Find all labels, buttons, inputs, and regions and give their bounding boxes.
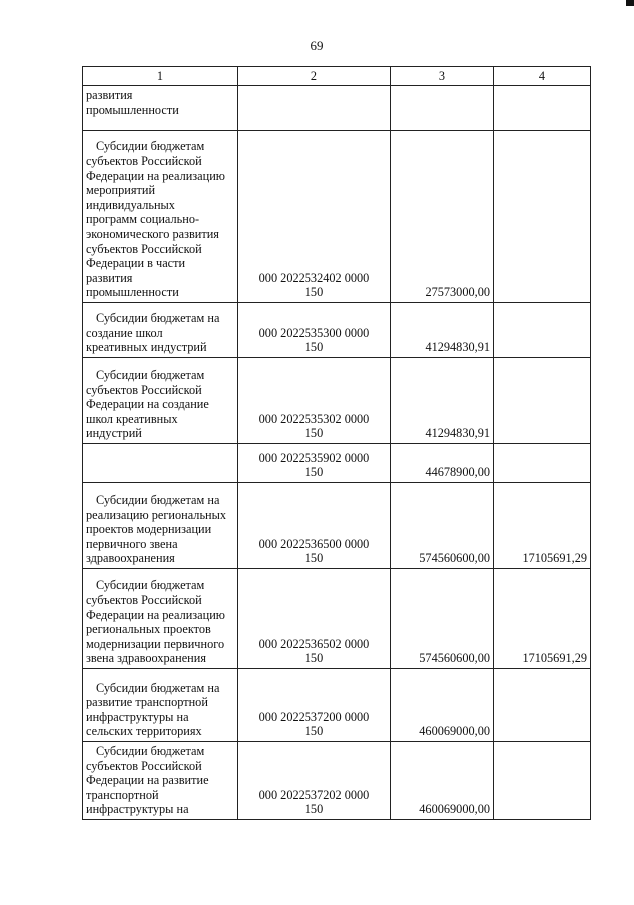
name-line: проектов модернизации [86, 522, 212, 537]
name-line: субъектов Российской [86, 382, 202, 397]
name-line: Федерации на реализацию [86, 607, 225, 622]
cell-code [238, 669, 391, 742]
name-line: сельских территориях [86, 724, 202, 739]
cell-col3-amount: 460069000,00 [391, 742, 494, 820]
code-line: 150 [304, 651, 324, 666]
name-line: развитие транспортной [86, 695, 208, 710]
name-line: промышленности [86, 285, 179, 300]
name-line: субъектов Российской [86, 154, 202, 169]
table-body [83, 67, 591, 820]
header-col-2: 2 [238, 67, 391, 86]
cell-code [238, 303, 391, 358]
table-header-row [83, 67, 591, 86]
header-col-4: 4 [494, 67, 591, 86]
name-line: промышленности [86, 102, 179, 117]
cell-name [83, 444, 238, 483]
name-line: школ креативных [86, 411, 178, 426]
cell-col4-amount [494, 358, 591, 444]
name-line: экономического развития [86, 227, 219, 242]
name-line: Федерации в части [86, 256, 186, 271]
cell-col4-amount: 17105691,29 [494, 483, 591, 569]
name-line: Субсидии бюджетам [96, 744, 205, 758]
code-line: 000 2022537202 0000 [258, 787, 370, 802]
cell-col4-amount [494, 742, 591, 820]
cell-code [238, 358, 391, 444]
name-line: Федерации на создание [86, 397, 209, 412]
cell-name [83, 86, 238, 131]
name-line: Субсидии бюджетам [96, 368, 205, 383]
name-line: субъектов Российской [86, 758, 202, 773]
name-line: региональных проектов [86, 622, 211, 637]
cell-col3-amount: 27573000,00 [391, 131, 494, 303]
cell-col3-amount: 574560600,00 [391, 569, 494, 669]
table-row [83, 742, 591, 820]
name-line: креативных индустрий [86, 340, 207, 355]
scan-corner-mark [626, 0, 634, 6]
code-line: 000 2022535300 0000 [258, 325, 370, 340]
cell-code [238, 742, 391, 820]
code-line: 150 [304, 465, 324, 480]
table-row [83, 444, 591, 483]
name-line: инфраструктуры на [86, 802, 189, 817]
name-line: мероприятий [86, 183, 156, 198]
name-line: Субсидии бюджетам на [96, 680, 220, 695]
code-line: 000 2022536502 0000 [258, 636, 370, 651]
cell-name [83, 742, 238, 820]
cell-col4-amount [494, 86, 591, 131]
name-line: Субсидии бюджетам [96, 578, 205, 593]
cell-name [83, 483, 238, 569]
table-row [83, 669, 591, 742]
table-row [83, 358, 591, 444]
cell-col4-amount: 17105691,29 [494, 569, 591, 669]
cell-name [83, 669, 238, 742]
cell-code [238, 483, 391, 569]
page-number: 69 [310, 38, 324, 53]
name-line: Субсидии бюджетам [96, 139, 205, 154]
code-line: 150 [304, 426, 324, 441]
name-line: субъектов Российской [86, 593, 202, 608]
table-row [83, 131, 591, 303]
name-line: субъектов Российской [86, 241, 202, 256]
name-line: модернизации первичного [86, 636, 225, 651]
name-line: индустрий [86, 426, 142, 441]
cell-code [238, 444, 391, 483]
cell-col3-amount: 44678900,00 [391, 444, 494, 483]
name-line: Субсидии бюджетам на [96, 493, 220, 508]
cell-code [238, 131, 391, 303]
code-line: 150 [304, 340, 324, 355]
code-line: 150 [304, 802, 324, 817]
code-line: 150 [304, 724, 324, 739]
cell-col4-amount [494, 303, 591, 358]
code-line: 000 2022535902 0000 [258, 450, 370, 465]
name-line: развития [86, 270, 133, 285]
budget-table [82, 66, 591, 820]
name-line: индивидуальных [86, 197, 175, 212]
table-row [83, 303, 591, 358]
name-line: Субсидии бюджетам на [96, 311, 220, 326]
code-line: 000 2022535302 0000 [258, 411, 370, 426]
name-line: Федерации на реализацию [86, 168, 225, 183]
cell-name [83, 131, 238, 303]
header-col-3: 3 [391, 67, 494, 86]
cell-code [238, 569, 391, 669]
name-line: транспортной [86, 787, 159, 802]
name-line: реализацию региональных [86, 507, 227, 522]
cell-col3-amount: 574560600,00 [391, 483, 494, 569]
cell-col3-amount [391, 86, 494, 131]
cell-name [83, 358, 238, 444]
cell-col4-amount [494, 444, 591, 483]
cell-col3-amount: 460069000,00 [391, 669, 494, 742]
name-line: инфраструктуры на [86, 709, 189, 724]
name-line: создание школ [86, 325, 163, 340]
code-line: 150 [304, 285, 324, 300]
cell-col3-amount: 41294830,91 [391, 358, 494, 444]
cell-code [238, 86, 391, 131]
table-row [83, 86, 591, 131]
cell-col4-amount [494, 131, 591, 303]
cell-name [83, 569, 238, 669]
code-line: 000 2022532402 0000 [258, 270, 370, 285]
name-line: звена здравоохранения [86, 651, 206, 666]
name-line: здравоохранения [86, 551, 175, 566]
name-line: первичного звена [86, 536, 178, 551]
code-line: 000 2022537200 0000 [258, 709, 370, 724]
header-col-1: 1 [83, 67, 238, 86]
cell-name [83, 303, 238, 358]
cell-col4-amount [494, 669, 591, 742]
code-line: 150 [304, 551, 324, 566]
name-line: Федерации на развитие [86, 773, 209, 788]
table-row [83, 483, 591, 569]
name-line: программ социально- [86, 212, 200, 227]
code-line: 000 2022536500 0000 [258, 536, 370, 551]
cell-col3-amount: 41294830,91 [391, 303, 494, 358]
name-line: развития [86, 88, 133, 102]
table-row [83, 569, 591, 669]
